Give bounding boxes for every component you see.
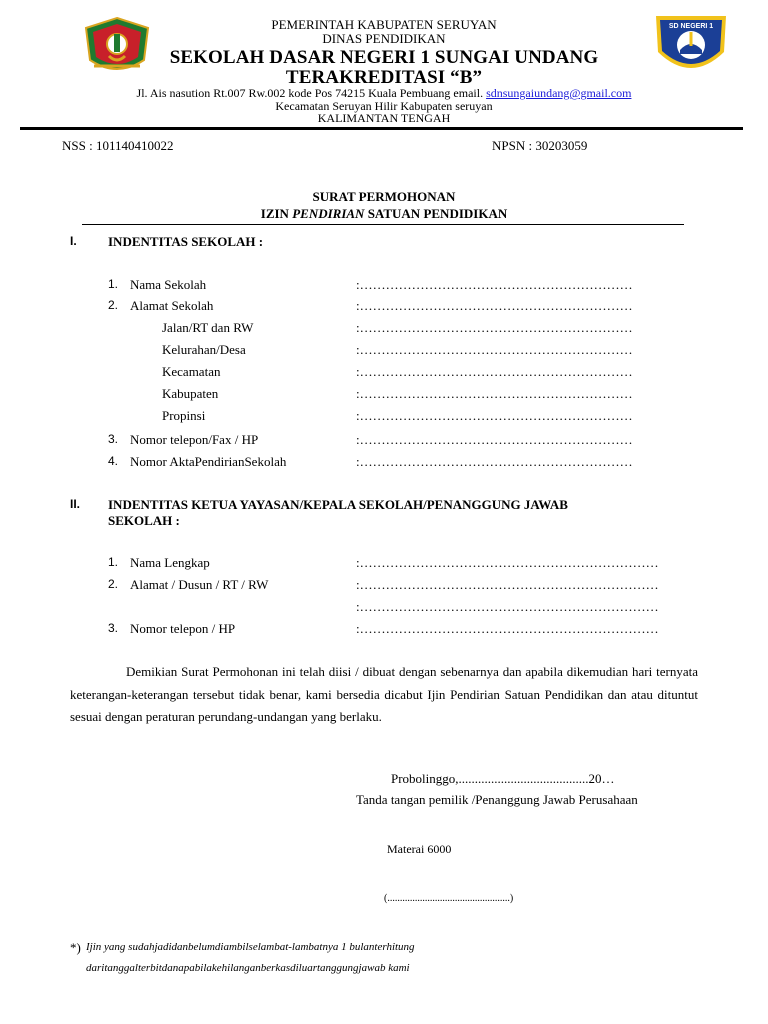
section1-heading: INDENTITAS SEKOLAH : xyxy=(108,234,264,249)
row-label: Nomor AktaPendirianSekolah xyxy=(130,454,287,469)
fill-in-line[interactable]: :……………………………………………………… xyxy=(356,320,633,335)
row-number: 2. xyxy=(108,298,119,312)
row-number: 1. xyxy=(108,555,119,569)
section1-roman: I. xyxy=(70,234,77,248)
fill-in-line[interactable]: :…………………………………………………………… xyxy=(356,599,659,614)
fill-in-line[interactable]: :……………………………………………………… xyxy=(356,432,633,447)
letter-subtitle: IZIN PENDIRIAN SATUAN PENDIDIKAN xyxy=(260,206,508,221)
footnote-marker: *) xyxy=(70,940,81,955)
npsn-number: NPSN : 30203059 xyxy=(492,138,588,153)
row-label: Nomor telepon / HP xyxy=(130,621,236,636)
closing-statement: Demikian Surat Permohonan ini telah diisi / dibuat dengan sebenarnya dan apabila dikemudian hari ternyata keterangan-keterangan tersebut tidak benar, kami bersedia dicabut Ijin Pendirian Satuan Pendidikan dan atau dituntut sesuai dengan peraturan perundang-undangan yang berlaku. xyxy=(70,664,698,724)
row-number: 3. xyxy=(108,432,119,446)
fill-in-line[interactable]: :……………………………………………………… xyxy=(356,408,633,423)
school-logo-text: SD NEGERI 1 xyxy=(668,23,714,30)
footnote-line1: Ijin yang sudahjadidanbelumdiambilselambat-lambatnya 1 bulanterhitung xyxy=(86,941,415,953)
row-label: Kecamatan xyxy=(162,364,221,379)
section2-heading-line2: SEKOLAH : xyxy=(108,513,180,528)
row-label: Propinsi xyxy=(162,408,206,423)
stamp-duty: Materai 6000 xyxy=(387,842,452,856)
place-date: Probolinggo,........................................20… xyxy=(391,771,615,786)
row-label: Kelurahan/Desa xyxy=(162,342,246,357)
section2-heading-line1: INDENTITAS KETUA YAYASAN/KEPALA SEKOLAH/PENANGGUNG JAWAB xyxy=(108,497,568,512)
fill-in-line[interactable]: :……………………………………………………… xyxy=(356,364,633,379)
row-number: 1. xyxy=(108,277,119,291)
fill-in-line[interactable]: :…………………………………………………………… xyxy=(356,621,659,636)
row-label: Kabupaten xyxy=(162,386,219,401)
section2-roman: II. xyxy=(70,497,81,511)
row-number: 4. xyxy=(108,454,119,468)
row-label: Nomor telepon/Fax / HP xyxy=(130,432,259,447)
row-label: Jalan/RT dan RW xyxy=(162,320,254,335)
header-department: DINAS PENDIDIKAN xyxy=(322,31,446,46)
fill-in-line[interactable]: :……………………………………………………… xyxy=(356,277,633,292)
header-district: Kecamatan Seruyan Hilir Kabupaten seruyan xyxy=(275,99,493,113)
header-divider xyxy=(20,127,743,130)
header-government: PEMERINTAH KABUPATEN SERUYAN xyxy=(271,17,497,32)
row-label: Alamat Sekolah xyxy=(130,298,214,313)
header-address-text: Jl. Ais nasution Rt.007 Rw.002 kode Pos 74215 Kuala Pembuang email. xyxy=(136,86,484,100)
row-number: 2. xyxy=(108,577,119,591)
fill-in-line[interactable]: :……………………………………………………… xyxy=(356,454,633,469)
header-email-link[interactable]: sdnsungaiundang@gmail.com xyxy=(486,86,632,100)
nss-number: NSS : 101140410022 xyxy=(62,138,174,153)
header-province: KALIMANTAN TENGAH xyxy=(317,111,451,125)
title-divider xyxy=(82,224,684,225)
row-number: 3. xyxy=(108,621,119,635)
footnote-line2: daritanggalterbitdanapabilakehilanganberkasdiluartanggungjawab kami xyxy=(86,962,410,974)
fill-in-line[interactable]: :……………………………………………………… xyxy=(356,298,633,313)
fill-in-line[interactable]: :…………………………………………………………… xyxy=(356,555,659,570)
fill-in-line[interactable]: :……………………………………………………… xyxy=(356,386,633,401)
row-label: Alamat / Dusun / RT / RW xyxy=(130,577,269,592)
signer-name-line: (.................................................) xyxy=(384,893,514,904)
header-accreditation: TERAKREDITASI “B” xyxy=(285,67,483,88)
fill-in-line[interactable]: :……………………………………………………… xyxy=(356,342,633,357)
row-label: Nama Lengkap xyxy=(130,555,210,570)
letter-title: SURAT PERMOHONAN xyxy=(312,189,456,204)
row-label: Nama Sekolah xyxy=(130,277,207,292)
signer-title: Tanda tangan pemilik /Penanggung Jawab Perusahaan xyxy=(356,792,638,807)
header-school-name: SEKOLAH DASAR NEGERI 1 SUNGAI UNDANG xyxy=(169,47,599,68)
fill-in-line[interactable]: :…………………………………………………………… xyxy=(356,577,659,592)
